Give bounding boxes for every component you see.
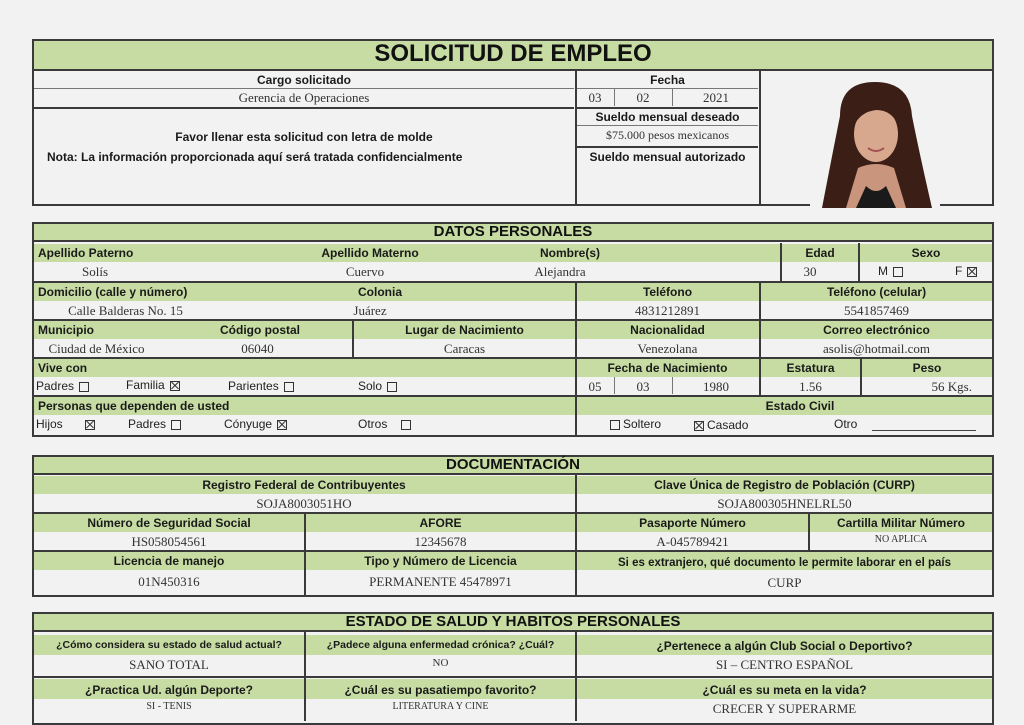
otro-label: Otro <box>834 417 858 431</box>
vive-solo-option[interactable] <box>358 379 397 393</box>
dep-hijos-checkbox[interactable] <box>85 420 95 430</box>
curp-value[interactable]: SOJA800305HNELRL50 <box>717 496 852 511</box>
soltero-checkbox[interactable] <box>610 420 620 430</box>
tipo-licencia-label: Tipo y Número de Licencia <box>364 554 517 568</box>
domicilio-value[interactable]: Calle Balderas No. 15 <box>68 303 183 318</box>
fecha-label: Fecha <box>650 73 685 87</box>
fecha-year[interactable]: 2021 <box>703 90 729 105</box>
datos-personales-title: DATOS PERSONALES <box>433 223 593 240</box>
cargo-label: Cargo solicitado <box>256 73 351 87</box>
sexo-f-label: F <box>955 264 963 278</box>
sueldo-deseado-value[interactable]: $75.000 pesos mexicanos <box>606 128 729 142</box>
celular-label: Teléfono (celular) <box>826 285 927 299</box>
sexo-m-checkbox[interactable] <box>893 267 903 277</box>
domicilio-label: Domicilio (calle y número) <box>38 285 188 299</box>
dep-padres-checkbox[interactable] <box>171 420 181 430</box>
vive-parientes-label: Parientes <box>228 379 279 393</box>
apellido-materno-label: Apellido Materno <box>321 246 419 260</box>
apellido-materno-value[interactable]: Cuervo <box>345 264 385 279</box>
meta-label: ¿Cuál es su meta en la vida? <box>702 683 867 697</box>
vive-familia-checkbox[interactable] <box>170 381 180 391</box>
salud-title: ESTADO DE SALUD Y HABITOS PERSONALES <box>345 613 681 630</box>
afore-value[interactable]: 12345678 <box>414 534 467 549</box>
page-title: SOLICITUD DE EMPLEO <box>374 40 652 67</box>
nacionalidad-label: Nacionalidad <box>630 323 705 337</box>
vive-parientes-option[interactable] <box>228 379 294 393</box>
otro-input-line[interactable] <box>872 430 976 431</box>
licencia-value[interactable]: 01N450316 <box>138 574 200 589</box>
extranjero-value[interactable]: CURP <box>767 575 802 590</box>
afore-label: AFORE <box>419 516 462 530</box>
dep-otros-checkbox[interactable] <box>401 420 411 430</box>
edad-label: Edad <box>805 246 835 260</box>
dep-hijos-option[interactable] <box>36 417 95 431</box>
soltero-option[interactable] <box>610 417 661 431</box>
pasaporte-label: Pasaporte Número <box>639 516 746 530</box>
vive-con-label: Vive con <box>38 361 88 375</box>
nombre-label: Nombre(s) <box>539 246 600 260</box>
peso-value[interactable]: 56 Kgs. <box>931 379 972 394</box>
colonia-label: Colonia <box>358 285 402 299</box>
codigo-postal-value[interactable]: 06040 <box>241 341 274 356</box>
dependientes-label: Personas que dependen de usted <box>38 399 230 413</box>
sexo-m-option[interactable] <box>878 264 903 278</box>
fecha-nacimiento-month[interactable]: 03 <box>636 379 650 394</box>
fecha-month[interactable]: 02 <box>636 90 650 105</box>
telefono-label: Teléfono <box>642 285 693 299</box>
curp-label: Clave Única de Registro de Población (CURP) <box>654 478 915 492</box>
nss-label: Número de Seguridad Social <box>87 516 251 530</box>
fecha-nacimiento-year[interactable]: 1980 <box>703 379 729 394</box>
dep-conyuge-checkbox[interactable] <box>277 420 287 430</box>
dep-hijos-label: Hijos <box>36 417 63 431</box>
otro-option[interactable] <box>834 417 857 431</box>
dep-conyuge-option[interactable] <box>224 417 287 431</box>
rfc-value[interactable]: SOJA8003051HO <box>256 496 352 511</box>
club-value[interactable]: SI – CENTRO ESPAÑOL <box>715 657 854 672</box>
estatura-label: Estatura <box>786 361 835 375</box>
tipo-licencia-value[interactable]: PERMANENTE 45478971 <box>369 574 512 589</box>
apellido-paterno-label: Apellido Paterno <box>38 246 134 260</box>
vive-padres-label: Padres <box>36 379 75 393</box>
sexo-f-checkbox[interactable] <box>967 267 977 277</box>
instrucciones-line2: Nota: La información proporcionada aquí será tratada confidencialmente <box>47 150 463 164</box>
fecha-day[interactable]: 03 <box>588 90 602 105</box>
sexo-label: Sexo <box>911 246 941 260</box>
extranjero-label: Si es extranjero, qué documento le permite laborar en el país <box>618 557 951 569</box>
celular-value[interactable]: 5541857469 <box>844 303 909 318</box>
correo-label: Correo electrónico <box>823 323 930 337</box>
vive-padres-option[interactable] <box>36 379 89 393</box>
peso-label: Peso <box>912 361 942 375</box>
dep-otros-label: Otros <box>358 417 388 431</box>
cronica-label: ¿Padece alguna enfermedad crónica? ¿Cuál? <box>326 639 555 651</box>
lugar-nacimiento-value[interactable]: Caracas <box>443 341 486 356</box>
fecha-nacimiento-label: Fecha de Nacimiento <box>607 361 728 375</box>
licencia-label: Licencia de manejo <box>113 554 225 568</box>
cargo-value[interactable]: Gerencia de Operaciones <box>238 90 370 105</box>
documentacion-title: DOCUMENTACIÓN <box>446 456 580 473</box>
sueldo-deseado-label: Sueldo mensual deseado <box>595 110 740 124</box>
salud-estado-value[interactable]: SANO TOTAL <box>129 657 209 672</box>
deporte-label: ¿Practica Ud. algún Deporte? <box>84 683 254 697</box>
vive-parientes-checkbox[interactable] <box>284 382 294 392</box>
pasatiempo-value[interactable]: LITERATURA Y CINE <box>392 701 489 712</box>
vive-solo-checkbox[interactable] <box>387 382 397 392</box>
club-label: ¿Pertenece a algún Club Social o Deportivo? <box>656 639 913 653</box>
municipio-label: Municipio <box>38 323 94 337</box>
pasaporte-value[interactable]: A-045789421 <box>656 534 729 549</box>
dep-otros-option[interactable] <box>358 417 411 431</box>
salud-estado-label: ¿Cómo considera su estado de salud actual? <box>56 639 282 651</box>
cartilla-label: Cartilla Militar Número <box>836 516 966 530</box>
telefono-value[interactable]: 4831212891 <box>635 303 700 318</box>
correo-value[interactable]: asolis@hotmail.com <box>823 341 930 356</box>
cartilla-value[interactable]: NO APLICA <box>874 534 928 545</box>
instrucciones-line1: Favor llenar esta solicitud con letra de molde <box>175 130 433 144</box>
vive-solo-label: Solo <box>358 379 383 393</box>
pasatiempo-label: ¿Cuál es su pasatiempo favorito? <box>344 683 537 697</box>
deporte-value[interactable]: SI - TENIS <box>146 701 192 712</box>
vive-familia-label: Familia <box>126 378 165 392</box>
nombre-value[interactable]: Alejandra <box>534 264 586 279</box>
dep-padres-label: Padres <box>128 417 167 431</box>
nss-value[interactable]: HS058054561 <box>131 534 207 549</box>
sueldo-autorizado-label: Sueldo mensual autorizado <box>589 150 746 164</box>
estatura-value[interactable]: 1.56 <box>799 379 822 394</box>
casado-label: Casado <box>707 418 749 432</box>
dep-conyuge-label: Cónyuge <box>224 417 273 431</box>
casado-checkbox[interactable] <box>694 421 704 431</box>
casado-option[interactable] <box>694 418 748 432</box>
vive-familia-option[interactable] <box>126 378 180 392</box>
meta-value[interactable]: CRECER Y SUPERARME <box>712 701 857 716</box>
fecha-nacimiento-day[interactable]: 05 <box>588 379 602 394</box>
lugar-nacimiento-label: Lugar de Nacimiento <box>405 323 524 337</box>
codigo-postal-label: Código postal <box>220 323 300 337</box>
municipio-value[interactable]: Ciudad de México <box>48 341 145 356</box>
sexo-f-option[interactable] <box>955 264 977 278</box>
dep-padres-option[interactable] <box>128 417 181 431</box>
apellido-paterno-value[interactable]: Solís <box>81 264 108 279</box>
estado-civil-label: Estado Civil <box>765 399 835 413</box>
applicant-photo <box>810 76 940 212</box>
edad-value[interactable]: 30 <box>803 264 817 279</box>
soltero-label: Soltero <box>623 417 662 431</box>
sexo-m-label: M <box>878 264 888 278</box>
vive-padres-checkbox[interactable] <box>79 382 89 392</box>
colonia-value[interactable]: Juárez <box>353 303 387 318</box>
cronica-value[interactable]: NO <box>432 657 449 669</box>
nacionalidad-value[interactable]: Venezolana <box>637 341 698 356</box>
rfc-label: Registro Federal de Contribuyentes <box>202 478 406 492</box>
